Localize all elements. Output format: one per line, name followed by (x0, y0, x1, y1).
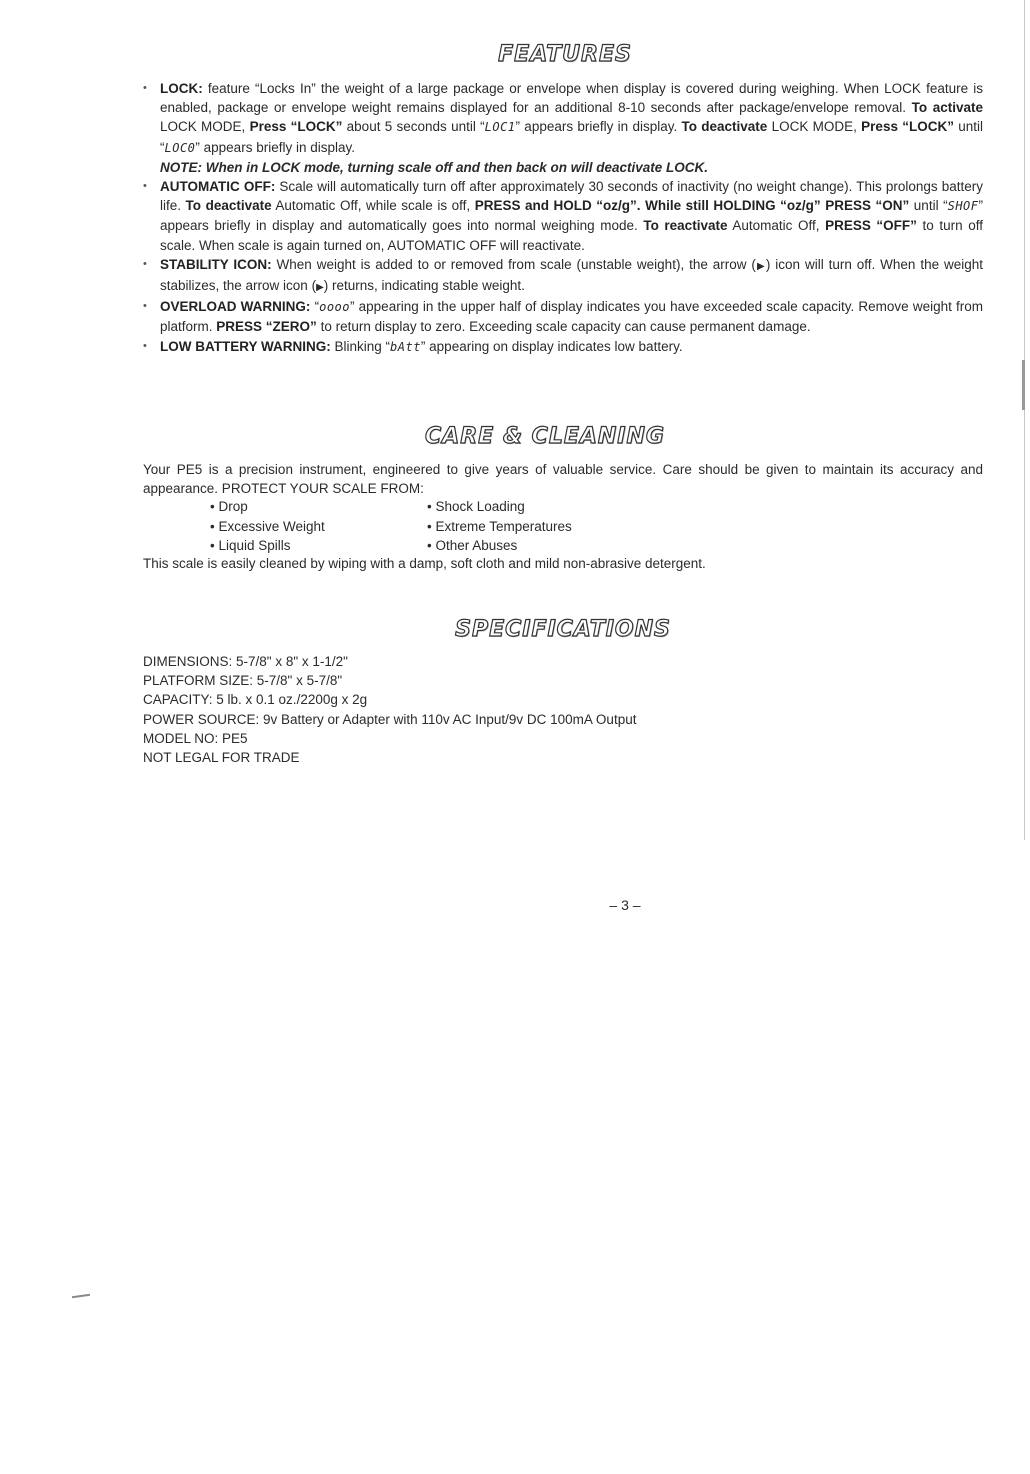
overload-text: “ (310, 299, 320, 315)
scan-mark (72, 1294, 90, 1298)
spec-power-source: POWER SOURCE: 9v Battery or Adapter with 110v AC Input/9v DC 100mA Output (143, 711, 637, 727)
lock-text: about 5 seconds until “ (342, 119, 485, 135)
lock-text: ” appears briefly in display. (195, 139, 355, 155)
page-number: – 3 – (609, 897, 641, 913)
spec-capacity: CAPACITY: 5 lb. x 0.1 oz./2200g x 2g (143, 692, 368, 708)
overload-label: OVERLOAD WARNING: (160, 299, 311, 315)
low-battery-label: LOW BATTERY WARNING: (160, 338, 331, 354)
auto-off-text: ” appears briefly in display and automatically goes into normal weighing mode. (160, 198, 984, 234)
feature-lock (143, 79, 983, 177)
auto-off-text: Scale will automatically turn off after approximately 30 seconds of inactivity (no weight change). This prolongs battery life. (160, 179, 983, 214)
feature-low-battery (143, 337, 983, 357)
lcd-overload: oooo (319, 300, 350, 315)
low-battery-text: Blinking “ (330, 338, 391, 354)
lcd-batt: bAtt (390, 339, 421, 354)
care-heading: CARE & CLEANING (425, 424, 665, 449)
auto-off-label: AUTOMATIC OFF: (160, 179, 276, 195)
abuse-label: Drop (218, 499, 248, 514)
spec-trade-notice: NOT LEGAL FOR TRADE (143, 750, 300, 766)
feature-stability (143, 255, 983, 297)
spec-model-no: MODEL NO: PE5 (143, 730, 248, 746)
abuse-label: Excessive Weight (218, 518, 325, 534)
lcd-shof: SHOF (947, 199, 979, 214)
lock-press: Press “LOCK” (249, 119, 343, 135)
low-battery-text: ” appearing on display indicates low battery. (420, 338, 683, 354)
spec-platform-size: PLATFORM SIZE: 5-7/8" x 5-7/8" (143, 673, 343, 689)
auto-off-text: to turn off scale. When scale is again turned on, AUTOMATIC OFF will reactivate. (160, 218, 983, 253)
abuse-item: • Extreme Temperatures (427, 518, 572, 534)
feature-auto-off (143, 177, 983, 255)
stability-text: ) returns, indicating stable weight. (323, 278, 525, 294)
overload-press-zero: PRESS “ZERO” (216, 319, 317, 335)
features-list (143, 79, 983, 357)
lcd-lock-on: LOC1 (484, 120, 516, 135)
abuse-item: • Excessive Weight (210, 518, 325, 534)
abuse-label: Liquid Spills (218, 538, 291, 553)
abuse-label: Shock Loading (435, 499, 525, 514)
abuse-label: Extreme Temperatures (435, 518, 572, 534)
auto-off-press-hold: PRESS and HOLD “oz/g”. While still HOLDING “oz/g” PRESS “ON” (474, 198, 910, 214)
spec-dimensions: DIMENSIONS: 5-7/8" x 8" x 1-1/2" (143, 654, 348, 669)
stability-text: ) icon will turn off. When the weight stabilizes, the arrow icon ( (160, 256, 984, 294)
lock-text: LOCK MODE, (160, 119, 250, 135)
bullet-icon: • (143, 300, 147, 313)
scan-edge (1022, 360, 1025, 410)
bullet-icon: • (143, 257, 147, 270)
auto-off-reactivate: To reactivate (643, 218, 728, 234)
auto-off-deactivate: To deactivate (185, 198, 272, 214)
scan-edge (1024, 0, 1025, 840)
abuse-item: • Liquid Spills (210, 538, 291, 553)
arrow-icon: ▶ (755, 260, 766, 272)
cleaning-instructions: This scale is easily cleaned by wiping with a damp, soft cloth and mild non-abrasive detergent. (143, 556, 706, 571)
care-intro: Your PE5 is a precision instrument, engineered to give years of valuable service. Care should be given to maintain its accuracy and appearance. PROTECT YOUR SCALE FROM: (143, 462, 983, 497)
abuse-item: • Drop (210, 499, 248, 514)
abuse-item: • Shock Loading (427, 499, 525, 514)
bullet-icon: • (143, 339, 147, 352)
arrow-icon: ▶ (316, 282, 324, 294)
lcd-lock-off: LOC0 (164, 140, 196, 155)
lock-text: feature “Locks In” the weight of a large package or envelope when display is covered during weighing. When LOCK feature is enabled, package or envelope weight remains displayed for an additional 8-10 seconds after package/envelope removal. (160, 81, 983, 116)
lock-note: NOTE: When in LOCK mode, turning scale off and then back on will deactivate LOCK. (160, 159, 709, 175)
bullet-icon: • (143, 82, 147, 94)
auto-off-text: Automatic Off, while scale is off, (271, 198, 475, 214)
lock-text: LOCK MODE, (767, 119, 862, 135)
stability-label: STABILITY ICON: (160, 256, 272, 272)
lock-activate: To activate (911, 100, 983, 116)
stability-text: When weight is added to or removed from scale (unstable weight), the arrow ( (271, 256, 756, 272)
feature-overload (143, 297, 983, 336)
bullet-icon: • (143, 180, 147, 193)
features-heading: FEATURES (498, 42, 632, 67)
specifications-heading: SPECIFICATIONS (455, 617, 671, 642)
auto-off-press-off: PRESS “OFF” (825, 218, 917, 234)
abuse-label: Other Abuses (435, 538, 518, 553)
specifications-list (143, 652, 636, 767)
lock-text: until “ (160, 119, 984, 155)
lock-label: LOCK: (160, 81, 203, 96)
abuse-item: • Other Abuses (427, 538, 518, 553)
auto-off-text: until “ (909, 198, 948, 214)
overload-text: to return display to zero. Exceeding scale capacity can cause permanent damage. (316, 319, 811, 335)
lock-deactivate: To deactivate (681, 119, 768, 135)
lock-press: Press “LOCK” (861, 119, 954, 135)
auto-off-text: Automatic Off, (727, 218, 826, 234)
overload-text: ” appearing in the upper half of display indicates you have exceeded scale capacity. Remove weight from platform. (160, 299, 984, 335)
lock-text: ” appears briefly in display. (515, 119, 682, 135)
